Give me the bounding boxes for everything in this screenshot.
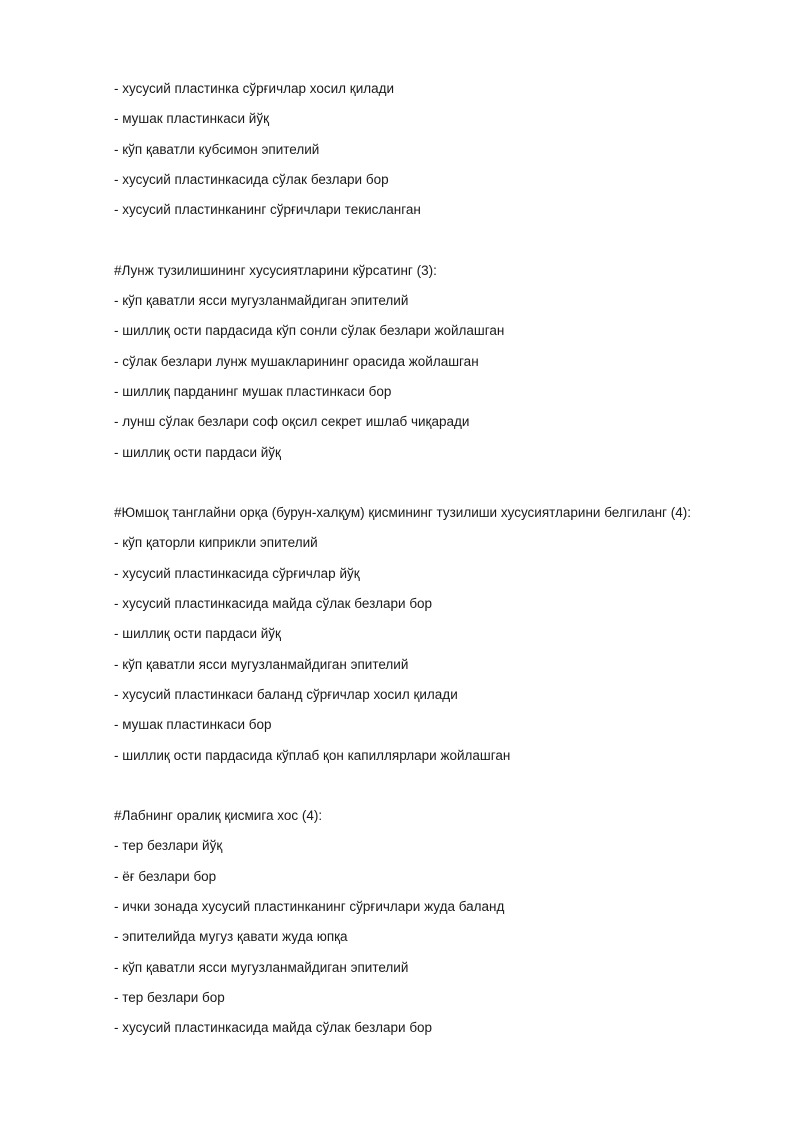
- list-item: - шиллиқ ости пардасида кўплаб қон капиллярлари жойлашган: [114, 747, 511, 763]
- list-item: - мушак пластинкаси йўқ: [114, 111, 269, 127]
- list-item: - мушак пластинкаси бор: [114, 717, 272, 733]
- list-item: - хусусий пластинкасида сўрғичлар йўқ: [114, 565, 360, 581]
- list-item: - хусусий пластинкасида майда сўлак безлари бор: [114, 1020, 433, 1036]
- list-item: - хусусий пластинкасида майда сўлак безлари бор: [114, 596, 433, 612]
- question-heading: #Лабнинг оралиқ қисмига хос (4):: [114, 808, 323, 824]
- list-item: - ички зонада хусусий пластинканинг сўрғичлари жуда баланд: [114, 899, 505, 915]
- list-item: - шиллиқ парданинг мушак пластинкаси бор: [114, 383, 392, 399]
- list-item: - лунш сўлак безлари соф оқсил секрет ишлаб чиқаради: [114, 414, 470, 430]
- list-item: - кўп қаватли ясси мугузланмайдиган эпителий: [114, 293, 409, 309]
- list-item: - хусусий пластинкаси баланд сўрғичлар хосил қилади: [114, 686, 458, 702]
- list-item: - шиллиқ ости пардаси йўқ: [114, 626, 281, 642]
- section-2: [114, 256, 754, 468]
- section-spacer: [114, 225, 754, 255]
- list-item: - эпителийда мугуз қавати жуда юпқа: [114, 929, 348, 945]
- section-4: [114, 801, 754, 1043]
- question-heading: #Лунж тузилишининг хусусиятларини кўрсатинг (3):: [114, 262, 437, 278]
- list-item: - шиллиқ ости пардаси йўқ: [114, 444, 281, 460]
- list-item: - тер безлари бор: [114, 989, 225, 1005]
- list-item: - кўп қаватли ясси мугузланмайдиган эпителий: [114, 656, 409, 672]
- list-item: - кўп қаватли ясси мугузланмайдиган эпителий: [114, 959, 409, 975]
- question-heading: #Юмшоқ танглайни орқа (бурун-халқум) қисмининг тузилиши хусусиятларини белгиланг (4):: [114, 505, 691, 521]
- list-item: - хусусий пластинканинг сўрғичлари текисланган: [114, 202, 421, 218]
- list-item: - тер безлари йўқ: [114, 838, 223, 854]
- document-body: [114, 74, 754, 1044]
- list-item: - хусусий пластинкасида сўлак безлари бор: [114, 171, 389, 187]
- list-item: - хусусий пластинка сўрғичлар хосил қилади: [114, 81, 395, 96]
- section-1: [114, 74, 754, 225]
- section-spacer: [114, 771, 754, 801]
- list-item: - кўп қаторли киприкли эпителий: [114, 535, 318, 551]
- list-item: - кўп қаватли кубсимон эпителий: [114, 141, 320, 157]
- list-item: - шиллиқ ости пардасида кўп сонли сўлак безлари жойлашган: [114, 323, 505, 339]
- section-spacer: [114, 468, 754, 498]
- section-3: [114, 498, 754, 771]
- list-item: - сўлак безлари лунж мушакларининг орасида жойлашган: [114, 353, 479, 369]
- list-item: - ёғ безлари бор: [114, 868, 217, 884]
